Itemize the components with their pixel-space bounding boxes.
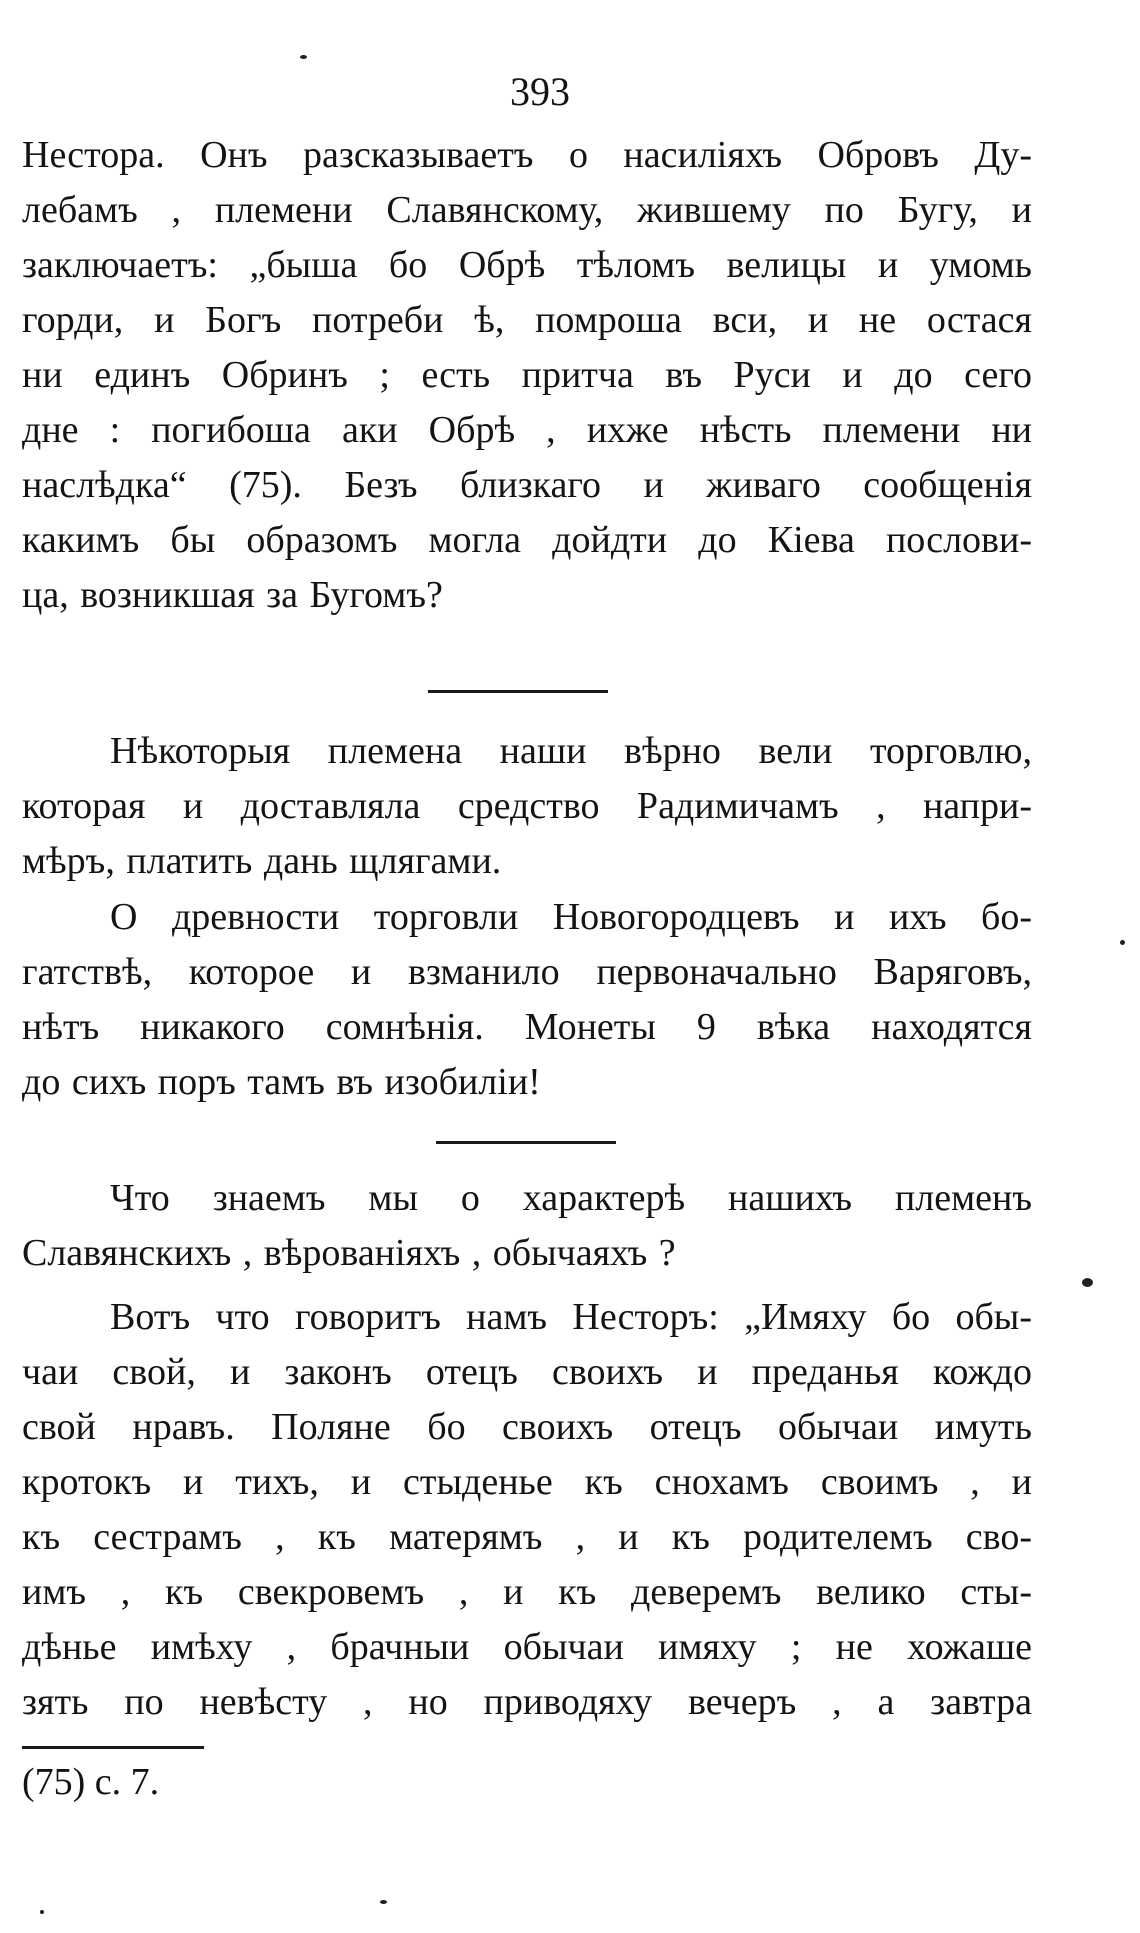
text-line: нѣтъ никакого сомнѣнія. Монеты 9 вѣка находятся bbox=[22, 1006, 1032, 1048]
scan-speck bbox=[380, 1900, 387, 1904]
paragraph-2 bbox=[22, 724, 1032, 889]
paragraph-5 bbox=[22, 1290, 1032, 1730]
text-line: горди, и Богъ потреби ѣ, помроша вси, и не остася bbox=[22, 299, 1032, 341]
section-divider bbox=[428, 690, 608, 693]
text-line: Что знаемъ мы о характерѣ нашихъ племенъ bbox=[110, 1177, 1032, 1219]
text-line: какимъ бы образомъ могла дойдти до Кіева послови- bbox=[22, 519, 1032, 561]
text-line: гатствѣ, которое и взманило первоначально Варяговъ, bbox=[22, 951, 1032, 993]
text-line: Нѣкоторыя племена наши вѣрно вели торговлю, bbox=[110, 730, 1032, 772]
text-line: наслѣдка“ (75). Безъ близкаго и живаго сообщенія bbox=[22, 464, 1032, 506]
paragraph-1 bbox=[22, 128, 1032, 623]
text-line: имъ , къ свекровемъ , и къ деверемъ велико сты- bbox=[22, 1571, 1032, 1613]
text-line: зять по невѣсту , но приводяху вечеръ , а завтра bbox=[22, 1681, 1032, 1723]
scan-speck bbox=[1120, 940, 1125, 945]
text-line: ни единъ Обринъ ; есть притча въ Руси и до сего bbox=[22, 354, 1032, 396]
paragraph-4 bbox=[22, 1171, 1032, 1281]
text-line: О древности торговли Новогородцевъ и ихъ бо- bbox=[110, 896, 1032, 938]
text-line: которая и доставляла средство Радимичамъ , напри- bbox=[22, 785, 1032, 827]
footnote-divider bbox=[22, 1746, 204, 1749]
text-line: до сихъ поръ тамъ въ изобиліи! bbox=[22, 1061, 541, 1103]
text-line: дѣнье имѣху , брачныи обычаи имяху ; не хожаше bbox=[22, 1626, 1032, 1668]
section-divider bbox=[436, 1141, 616, 1144]
text-line: Вотъ что говоритъ намъ Несторъ: „Имяху бо обы- bbox=[110, 1296, 1032, 1338]
text-line: ца, возникшая за Бугомъ? bbox=[22, 574, 443, 616]
text-line: лебамъ , племени Славянскому, жившему по Бугу, и bbox=[22, 189, 1032, 231]
text-line: мѣръ, платить дань щлягами. bbox=[22, 840, 502, 882]
text-line: Славянскихъ , вѣрованіяхъ , обычаяхъ ? bbox=[22, 1232, 676, 1274]
text-line: кротокъ и тихъ, и стыденье къ снохамъ своимъ , и bbox=[22, 1461, 1032, 1503]
scan-speck bbox=[40, 1910, 44, 1914]
text-line: къ сестрамъ , къ матерямъ , и къ родителемъ сво- bbox=[22, 1516, 1032, 1558]
footnote: (75) с. 7. bbox=[22, 1761, 160, 1803]
scan-speck bbox=[300, 55, 307, 59]
paragraph-3 bbox=[22, 890, 1032, 1110]
text-line: Нестора. Онъ разсказываетъ о насиліяхъ Обровъ Ду- bbox=[22, 134, 1032, 176]
text-line: чаи свой, и законъ отецъ своихъ и преданья кождо bbox=[22, 1351, 1032, 1393]
page-number: 393 bbox=[510, 69, 570, 114]
text-line: заключаетъ: „быша бо Обрѣ тѣломъ велицы и умомь bbox=[22, 244, 1032, 286]
text-line: свой нравъ. Поляне бо своихъ отецъ обычаи имуть bbox=[22, 1406, 1032, 1448]
scan-speck bbox=[1082, 1278, 1093, 1287]
text-line: дне : погибоша аки Обрѣ , ихже нѣсть племени ни bbox=[22, 409, 1032, 451]
